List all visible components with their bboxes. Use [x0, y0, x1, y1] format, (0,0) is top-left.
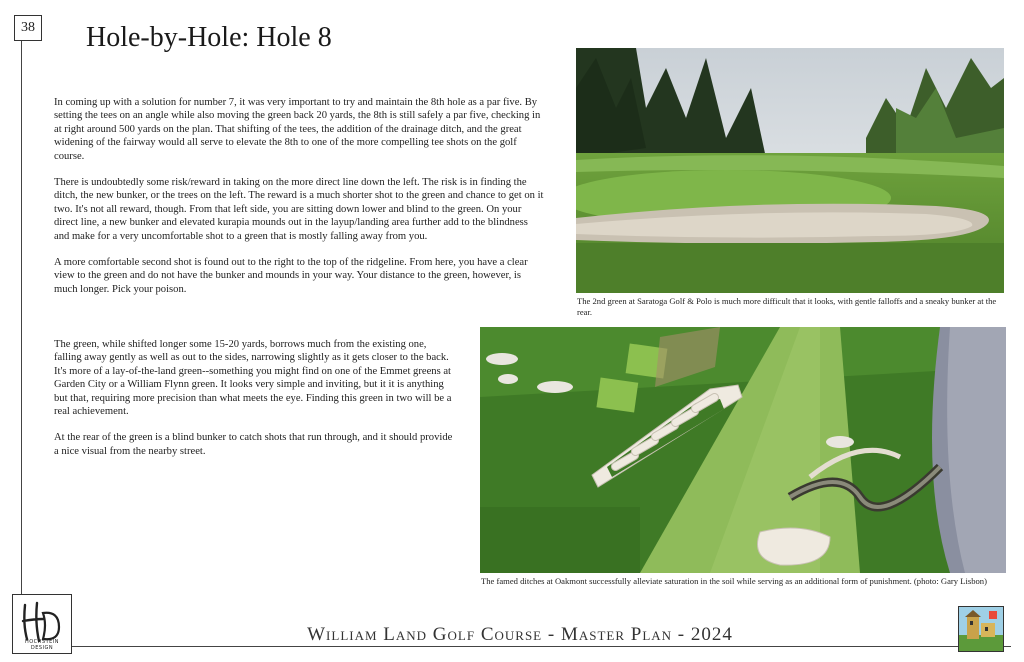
clubhouse-emblem-icon	[959, 607, 1003, 651]
photo-oakmont-ditches	[480, 327, 1006, 573]
caption-oakmont: The famed ditches at Oakmont successfully alleviate saturation in the soil while serving as an additional form of punishment. (photo: Gary Lisbon)	[481, 576, 987, 586]
paragraph-green: The green, while shifted longer some 15-20 yards, borrows much from the existing one, falling away gently as well as out to the sides, narrowing slightly as it gets closer to the back. It's more of a lay-of-the-land green--something you might find on one of the Emmet greens at Garden City or a William Flynn green. It looks very simple and inviting, but it it is anything but that, requiring more precision than what meets the eye. Finding this green in two will be a real achievement.	[54, 339, 452, 418]
photo-saratoga-green	[576, 48, 1004, 293]
page-number: 38	[14, 15, 42, 41]
page-title: Hole-by-Hole: Hole 8	[86, 22, 332, 53]
caption-saratoga: The 2nd green at Saratoga Golf & Polo is much more difficult that it looks, with gentle falloffs and a sneaky bunker at the rear.	[577, 296, 997, 317]
paragraph-rear-bunker: At the rear of the green is a blind bunker to catch shots that run through, and it should provide a nice visual from the nearby street.	[54, 432, 453, 457]
paragraph-intro: In coming up with a solution for number 7, it was very important to try and maintain the 8th hole as a par five. By setting the tees on an angle while also moving the green back 20 yards, the 8th is still safely a par five, checking in at right around 500 yards on the plan. That shifting of the tees, the addition of the drainage ditch, and the great widening of the fairway would all serve to elevate the 8th to one of the more compelling tee shots on the golf course.	[54, 97, 541, 162]
footer-title: William Land Golf Course - Master Plan - 2024	[307, 624, 733, 645]
logo-left-text: HOCHSTEIN DESIGN	[24, 639, 60, 651]
william-land-logo	[958, 606, 1004, 652]
paragraph-risk-reward: There is undoubtedly some risk/reward in taking on the more direct line down the left. The risk is in finding the ditch, the new bunker, or the trees on the left. The reward is a much shorter shot to the green and chance to get on it two. It's not all reward, though. From that left side, you are sitting down lower and blind to the green. On your direct line, a new bunker and elevated kurapia mounds out in the layup/landing area further add to the blindness and make for a very uncomfortable shot to a green that is mostly falling away from you.	[54, 177, 544, 242]
text-column-main	[54, 96, 544, 309]
hochstein-design-logo	[12, 594, 72, 654]
photo-saratoga-illustration	[576, 48, 1004, 293]
left-border-line	[21, 41, 22, 596]
text-column-lower	[54, 338, 454, 471]
bottom-border-line	[21, 646, 1011, 647]
photo-oakmont-illustration	[480, 327, 1006, 573]
paragraph-second-shot: A more comfortable second shot is found out to the right to the top of the ridgeline. From here, you have a clear view to the green and do not have the bunker and mounds in your way. Your distance to the green, however, is much longer. Pick your poison.	[54, 257, 528, 295]
